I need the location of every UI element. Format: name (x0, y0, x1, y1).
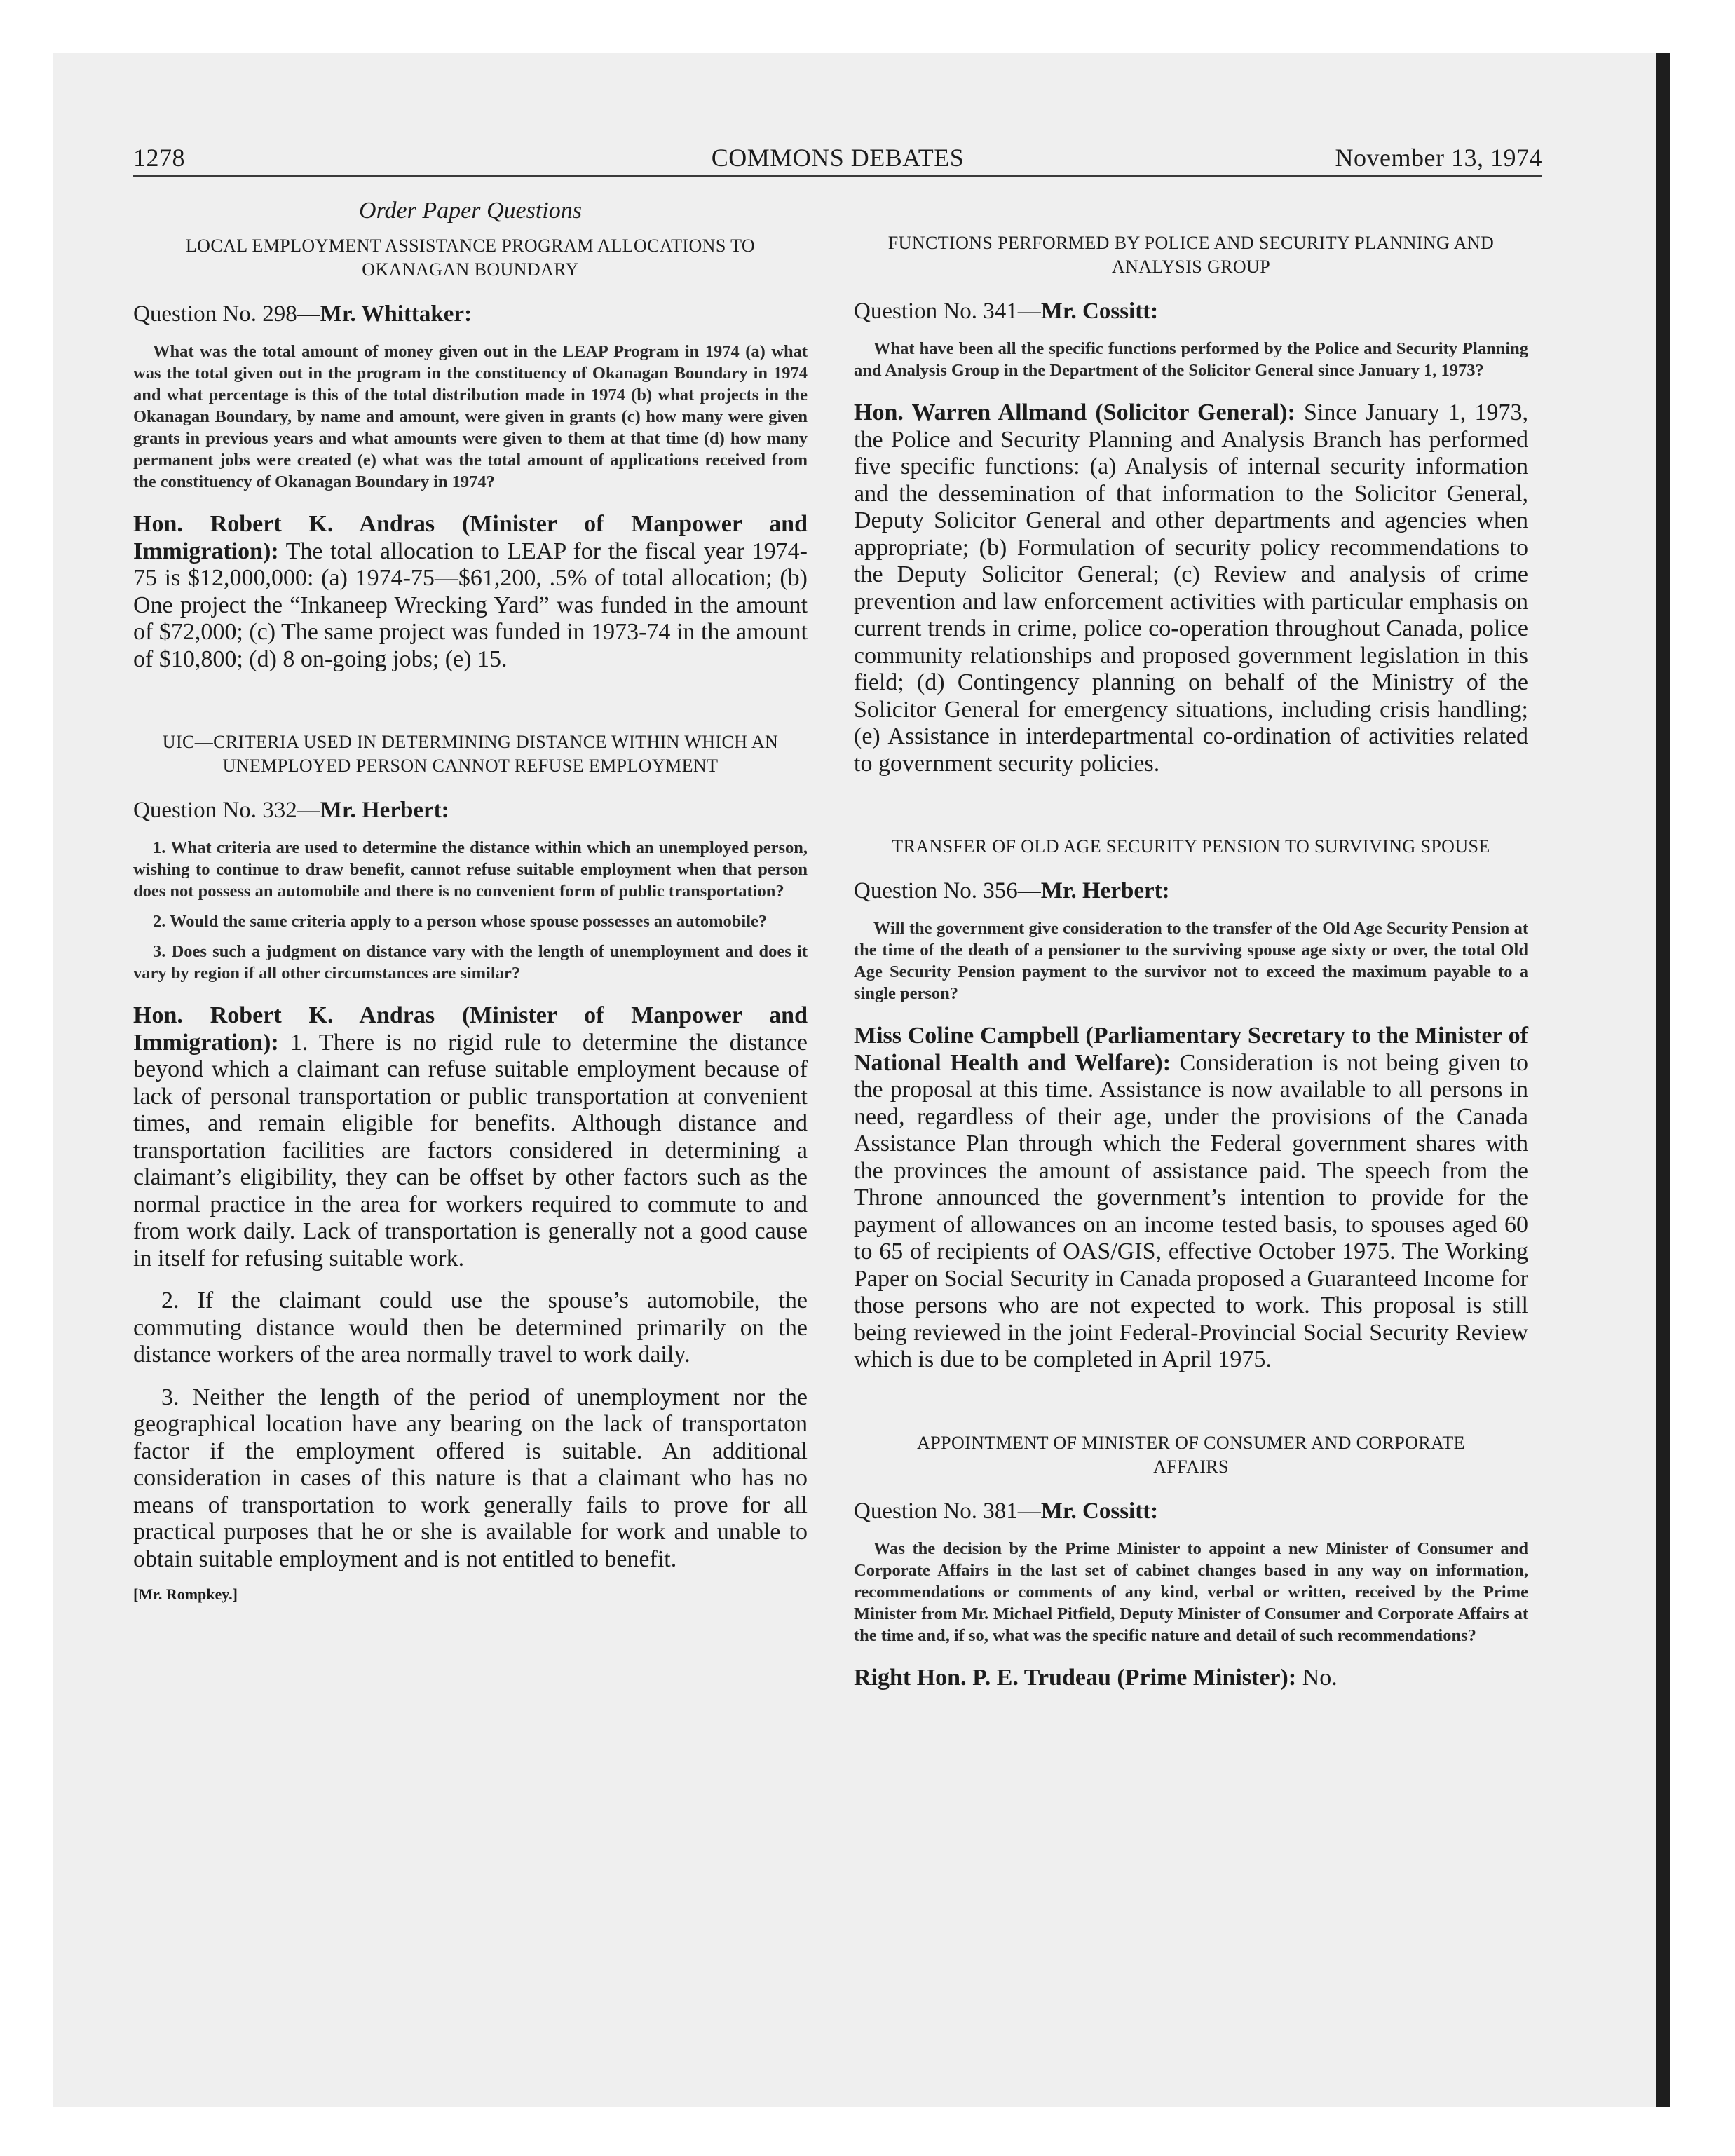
question-heading (133, 299, 808, 329)
question-text: Will the government give consideration to the transfer of the Old Age Security Pension at the time of the death of a pensioner to the surviving spouse age sixty or over, the total Old Age Security Pension payment to the survivor not to exceed the maximum payable to a single person? (854, 919, 1528, 1003)
question-member: Mr. Herbert: (320, 798, 449, 823)
question-heading (854, 875, 1528, 906)
question-text: 1. What criteria are used to determine the distance within which an unemployed person, wishing to continue to draw benefit, cannot refuse suitable employment when that person does not possess an automobile and there is no convenient form of public transportation? (133, 838, 808, 901)
answer (854, 1023, 1528, 1374)
question-heading (854, 1496, 1528, 1527)
section-heading: TRANSFER OF OLD AGE SECURITY PENSION TO SURVIVING SPOUSE (892, 836, 1490, 857)
answer (133, 1002, 808, 1272)
section-heading: FUNCTIONS PERFORMED BY POLICE AND SECURITY PLANNING AND ANALYSIS GROUP (887, 233, 1495, 277)
section-heading: UIC—CRITERIA USED IN DETERMINING DISTANCE WITHIN WHICH AN UNEMPLOYED PERSON CANNOT REFUSE EMPLOYMENT (162, 732, 779, 776)
question-text: What have been all the specific functions performed by the Police and Security Planning and Analysis Group in the Department of the Solicitor General since January 1, 1973? (854, 339, 1528, 380)
answer-text: No. (1302, 1664, 1338, 1691)
publication-date: November 13, 1974 (1335, 144, 1542, 172)
question-member: Mr. Whittaker: (320, 301, 472, 327)
question-number: Question No. 341— (854, 299, 1041, 324)
left-column (133, 198, 808, 1604)
question-number: Question No. 332— (133, 798, 320, 823)
question-text: Was the decision by the Prime Minister to appoint a new Minister of Consumer and Corporate Affairs in the last set of cabinet changes based in any way on information, recommendations or comments of any kind, verbal or written, received by the Prime Minister from Mr. Michael Pitfield, Deputy Minister of Consumer and Corporate Affairs at the time and, if so, what was the specific nature and detail of such recommendations? (854, 1538, 1528, 1645)
answer (854, 400, 1528, 777)
answer (133, 511, 808, 673)
answer-speaker: Miss Coline Campbell (Parliamentary Secretary to the Minister of National Health and Welfare): (854, 1023, 1528, 1076)
question-heading (854, 296, 1528, 327)
speaker-attribution: [Mr. Rompkey.] (133, 1585, 238, 1603)
question-text: 2. Would the same criteria apply to a person whose spouse possesses an automobile? (153, 912, 768, 931)
right-column (854, 198, 1528, 1691)
answer-paragraph: 2. If the claimant could use the spouse’s automobile, the commuting distance would then be determined primarily on the distance workers of the area normally travel to work daily. (133, 1288, 808, 1367)
question-member: Mr. Herbert: (1040, 878, 1170, 903)
answer-text: Since January 1, 1973, the Police and Security Planning and Analysis Branch has performed five specific functions: (a) Analysis of internal security information and the dessemination of that information to the Solicitor General, Deputy Solicitor General and other departments and agencies when appropriate; (b) Formulation of security policy recommendations to the Deputy Solicitor General; (c) Review and analysis of crime prevention and law enforcement activities with particular emphasis on current trends in crime, police co-operation throughout Canada, police community relationships and proposed government legislation in this field; (d) Contingency planning on behalf of the Ministry of the Solicitor General for emergency situations, including crisis handling; (e) Assistance in interdepartmental co-ordination of activities related to government security policies. (854, 400, 1529, 777)
question-heading (133, 795, 808, 826)
answer-speaker: Hon. Warren Allmand (Solicitor General): (854, 400, 1295, 425)
answer-speaker: Right Hon. P. E. Trudeau (Prime Minister): (854, 1664, 1297, 1691)
question-text: What was the total amount of money given out in the LEAP Program in 1974 (a) what was the total given out in the program in the constituency of Okanagan Boundary in 1974 and what percentage is this of the total distribution made in 1974 (b) what projects in the Okanagan Boundary, by name and amount, were given in grants (c) how many were given grants in previous years and what amounts were given to them at that time (d) how many permanent jobs were created (e) what was the total amount of applications received from the constituency of Okanagan Boundary in 1974? (133, 342, 808, 491)
section-subhead: Order Paper Questions (359, 198, 582, 224)
section-heading: LOCAL EMPLOYMENT ASSISTANCE PROGRAM ALLOCATIONS TO OKANAGAN BOUNDARY (185, 236, 756, 280)
question-number: Question No. 381— (854, 1498, 1041, 1524)
question-member: Mr. Cossitt: (1040, 299, 1159, 324)
answer-paragraph: 3. Neither the length of the period of unemployment nor the geographical location have any bearing on the lack of transportaton factor if the employment offered is suitable. An additional consideration in cases of this nature is that a claimant who has no means of transportation to work generally fails to prove for all practical purposes that he or she is available for work and unable to obtain suitable employment and is not entitled to benefit. (133, 1384, 808, 1572)
answer (854, 1665, 1528, 1692)
answer-speaker: Hon. Robert K. Andras (Minister of Manpower and Immigration): (133, 1002, 808, 1056)
question-number: Question No. 298— (133, 301, 320, 327)
section-heading: APPOINTMENT OF MINISTER OF CONSUMER AND CORPORATE AFFAIRS (917, 1432, 1465, 1477)
question-number: Question No. 356— (854, 878, 1041, 903)
question-text: 3. Does such a judgment on distance vary with the length of unemployment and does it vary by region if all other circumstances are similar? (133, 942, 808, 983)
answer-text: Consideration is not being given to the proposal at this time. Assistance is now available to all persons in need, regardless of their age, under the provisions of the Canada Assistance Plan through which the Federal government shares with the provinces the amount of assistance paid. The speech from the Throne announced the government’s intention to provide for the payment of allowances on an income tested basis, to spouses aged 60 to 65 of recipients of OAS/GIS, effective October 1975. The Working Paper on Social Security in Canada proposed a Guaranteed Income for those persons who are not expected to work. This proposal is still being reviewed in the joint Federal-Provincial Social Security Review which is due to be completed in April 1975. (854, 1049, 1528, 1372)
answer-text: The total allocation to LEAP for the fiscal year 1974-75 is $12,000,000: (a) 1974-75—$61,200, .5% of total allocation; (b) One project the “Inkaneep Wrecking Yard” was funded in the amount of $72,000; (c) The same project was funded in 1973-74 in the amount of $10,800; (d) 8 on-going jobs; (e) 15. (133, 538, 808, 672)
question-member: Mr. Cossitt: (1040, 1498, 1159, 1524)
publication-title: COMMONS DEBATES (711, 144, 965, 172)
page-number: 1278 (133, 144, 185, 172)
answer-speaker: Hon. Robert K. Andras (Minister of Manpower and Immigration): (133, 511, 808, 564)
answer-text: 1. There is no rigid rule to determine the distance beyond which a claimant can refuse suitable employment because of lack of personal transportation or public transportation at convenient times, and remain eligible for benefits. Although distance and transportation facilities are factors considered in determining a claimant’s eligibility, they can be offset by other factors such as the normal practice in the area for workers required to commute to and from work daily. Lack of transportation is generally not a good cause in itself for refusing suitable work. (133, 1029, 808, 1271)
scan-edge-bar (1656, 53, 1670, 2107)
header-rule (133, 175, 1542, 177)
